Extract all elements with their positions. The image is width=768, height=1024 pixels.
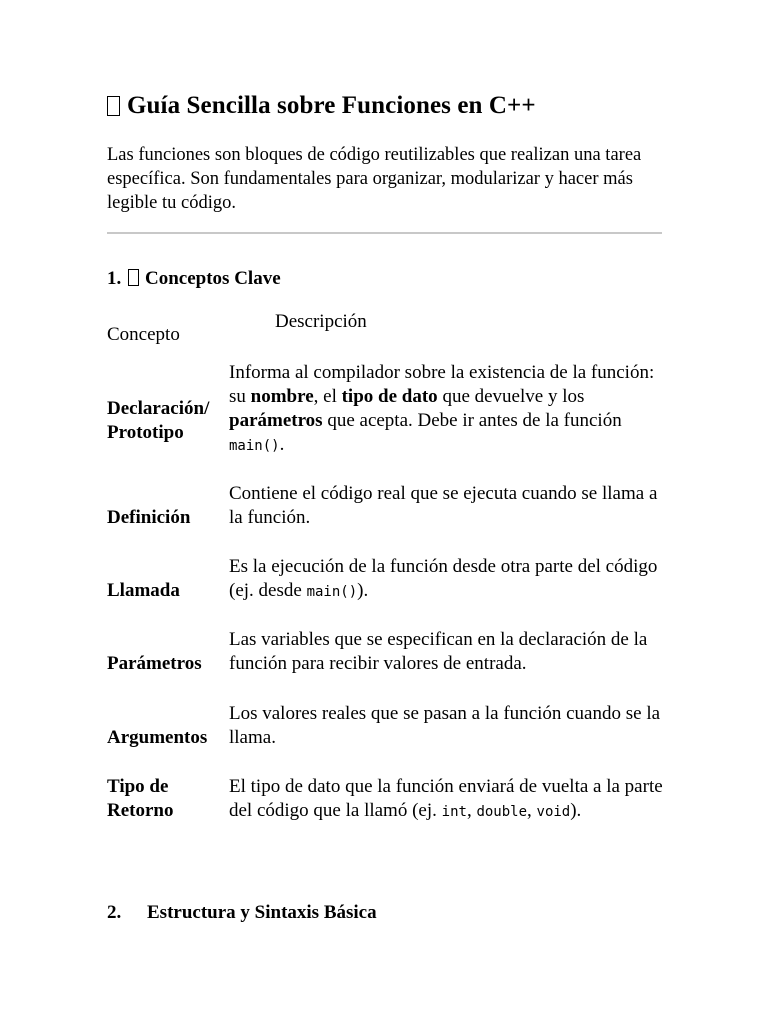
term-argumentos: Argumentos [107,727,208,748]
description-argumentos: Los valores reales que se pasan a la función cuando se la llama. [229,703,661,748]
desc-bold: tipo de dato [341,386,438,407]
desc-text: , [466,800,477,821]
section-title: Estructura y Sintaxis Básica [147,902,377,923]
desc-bold: nombre [250,386,314,407]
description-parametros: Las variables que se especifican en la declaración de la función para recibir valores de entrada. [229,629,648,674]
desc-text: , [527,800,537,821]
desc-text: Informa al compilador sobre la existencia de la función: su [229,362,655,407]
intro-paragraph: Las funciones son bloques de código reutilizables que realizan una tarea específica. Son fundamentales para organizar, modularizar y hacer más legible tu código. [107,145,642,213]
description-llamada [229,555,663,604]
inline-code: double [476,804,528,820]
table-header-concept: Concepto [107,324,180,345]
page-title-text: Guía Sencilla sobre Funciones en C++ [127,92,536,119]
desc-text: Es la ejecución de la función desde otra parte del código (ej. desde [229,556,658,601]
desc-text: ). [357,580,369,601]
description-retorno [229,775,663,824]
section-heading-conceptos [107,268,281,290]
missing-glyph-icon [128,269,139,286]
description-definicion: Contiene el código real que se ejecuta cuando se llama a la función. [229,483,658,528]
term-definicion: Definición [107,507,191,528]
page-title [107,92,536,120]
inline-code: main() [306,584,358,600]
inline-code: void [536,804,571,820]
desc-text: que acepta. Debe ir antes de la función [322,410,622,431]
missing-glyph-icon [107,96,120,116]
term-declaracion [107,397,225,445]
term-llamada: Llamada [107,580,180,601]
description-declaracion [229,361,663,458]
section-heading-estructura [107,902,377,924]
section-number: 2. [107,902,122,923]
table-header-description: Descripción [275,311,367,332]
desc-text: . [279,434,285,455]
term-parametros: Parámetros [107,653,202,674]
horizontal-divider [107,232,662,234]
desc-text: El tipo de dato que la función enviará de vuelta a la parte del código que la llamó (ej. [229,776,663,821]
term-text: Declaración/ Prototipo [107,398,210,443]
term-retorno: Tipo de Retorno [107,776,174,821]
desc-text: ). [570,800,582,821]
section-number: 1. [107,268,122,289]
desc-bold: parámetros [229,410,323,431]
desc-text: que devuelve y los [437,386,585,407]
section-title: Conceptos Clave [145,268,281,289]
inline-code: main() [229,438,280,454]
inline-code: int [441,804,467,820]
desc-text: , el [313,386,342,407]
